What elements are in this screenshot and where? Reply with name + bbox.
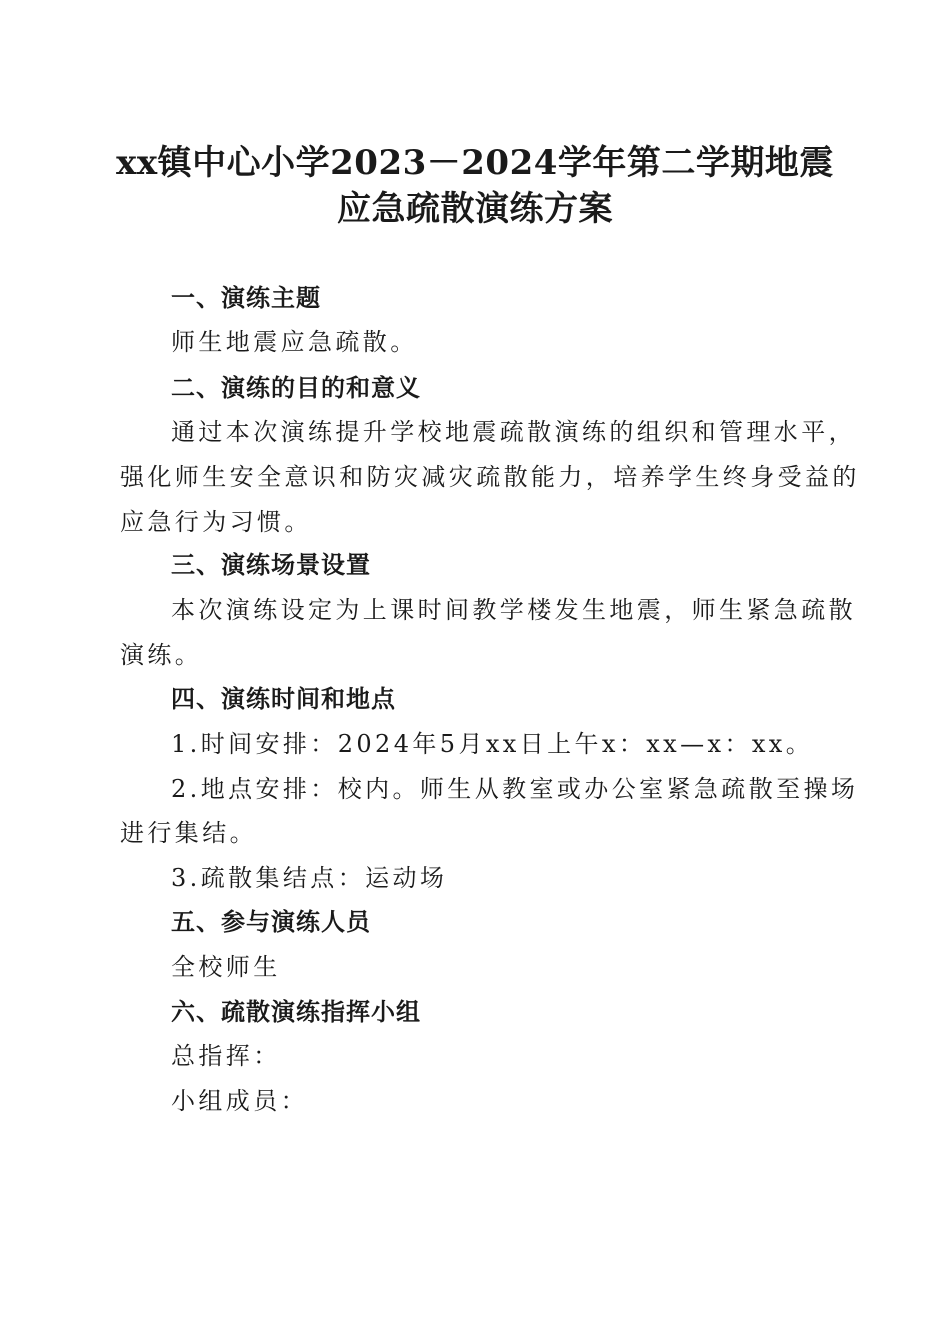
section-heading-participants: 五、参与演练人员 <box>171 908 371 936</box>
paragraph-line: 本次演练设定为上课时间教学楼发生地震，师生紧急疏散 <box>171 596 856 624</box>
paragraph-line: 小组成员： <box>171 1087 308 1115</box>
paragraph-line: 应急行为习惯。 <box>120 508 312 536</box>
paragraph-line: 进行集结。 <box>120 819 257 847</box>
paragraph-line: 总指挥： <box>171 1042 281 1070</box>
section-heading-command-group: 六、疏散演练指挥小组 <box>171 998 421 1026</box>
paragraph-line: 3.疏散集结点：运动场 <box>171 864 448 892</box>
section-heading-time-place: 四、演练时间和地点 <box>171 685 396 713</box>
section-heading-scenario: 三、演练场景设置 <box>171 551 371 579</box>
paragraph-line: 全校师生 <box>171 953 281 981</box>
section-heading-purpose: 二、演练的目的和意义 <box>171 374 421 402</box>
paragraph-line: 师生地震应急疏散。 <box>171 328 418 356</box>
paragraph-line: 2.地点安排：校内。师生从教室或办公室紧急疏散至操场 <box>171 775 859 803</box>
paragraph-line: 演练。 <box>120 641 203 669</box>
paragraph-line: 通过本次演练提升学校地震疏散演练的组织和管理水平， <box>171 418 856 446</box>
document-title-line-2: 应急疏散演练方案 <box>337 189 613 229</box>
document-title-line-1: xx镇中心小学2023－2024学年第二学期地震 <box>116 143 834 183</box>
paragraph-line: 1.时间安排：2024年5月xx日上午x：xx—x：xx。 <box>171 730 814 758</box>
paragraph-line: 强化师生安全意识和防灾减灾疏散能力，培养学生终身受益的 <box>120 463 860 491</box>
section-heading-theme: 一、演练主题 <box>171 284 321 312</box>
